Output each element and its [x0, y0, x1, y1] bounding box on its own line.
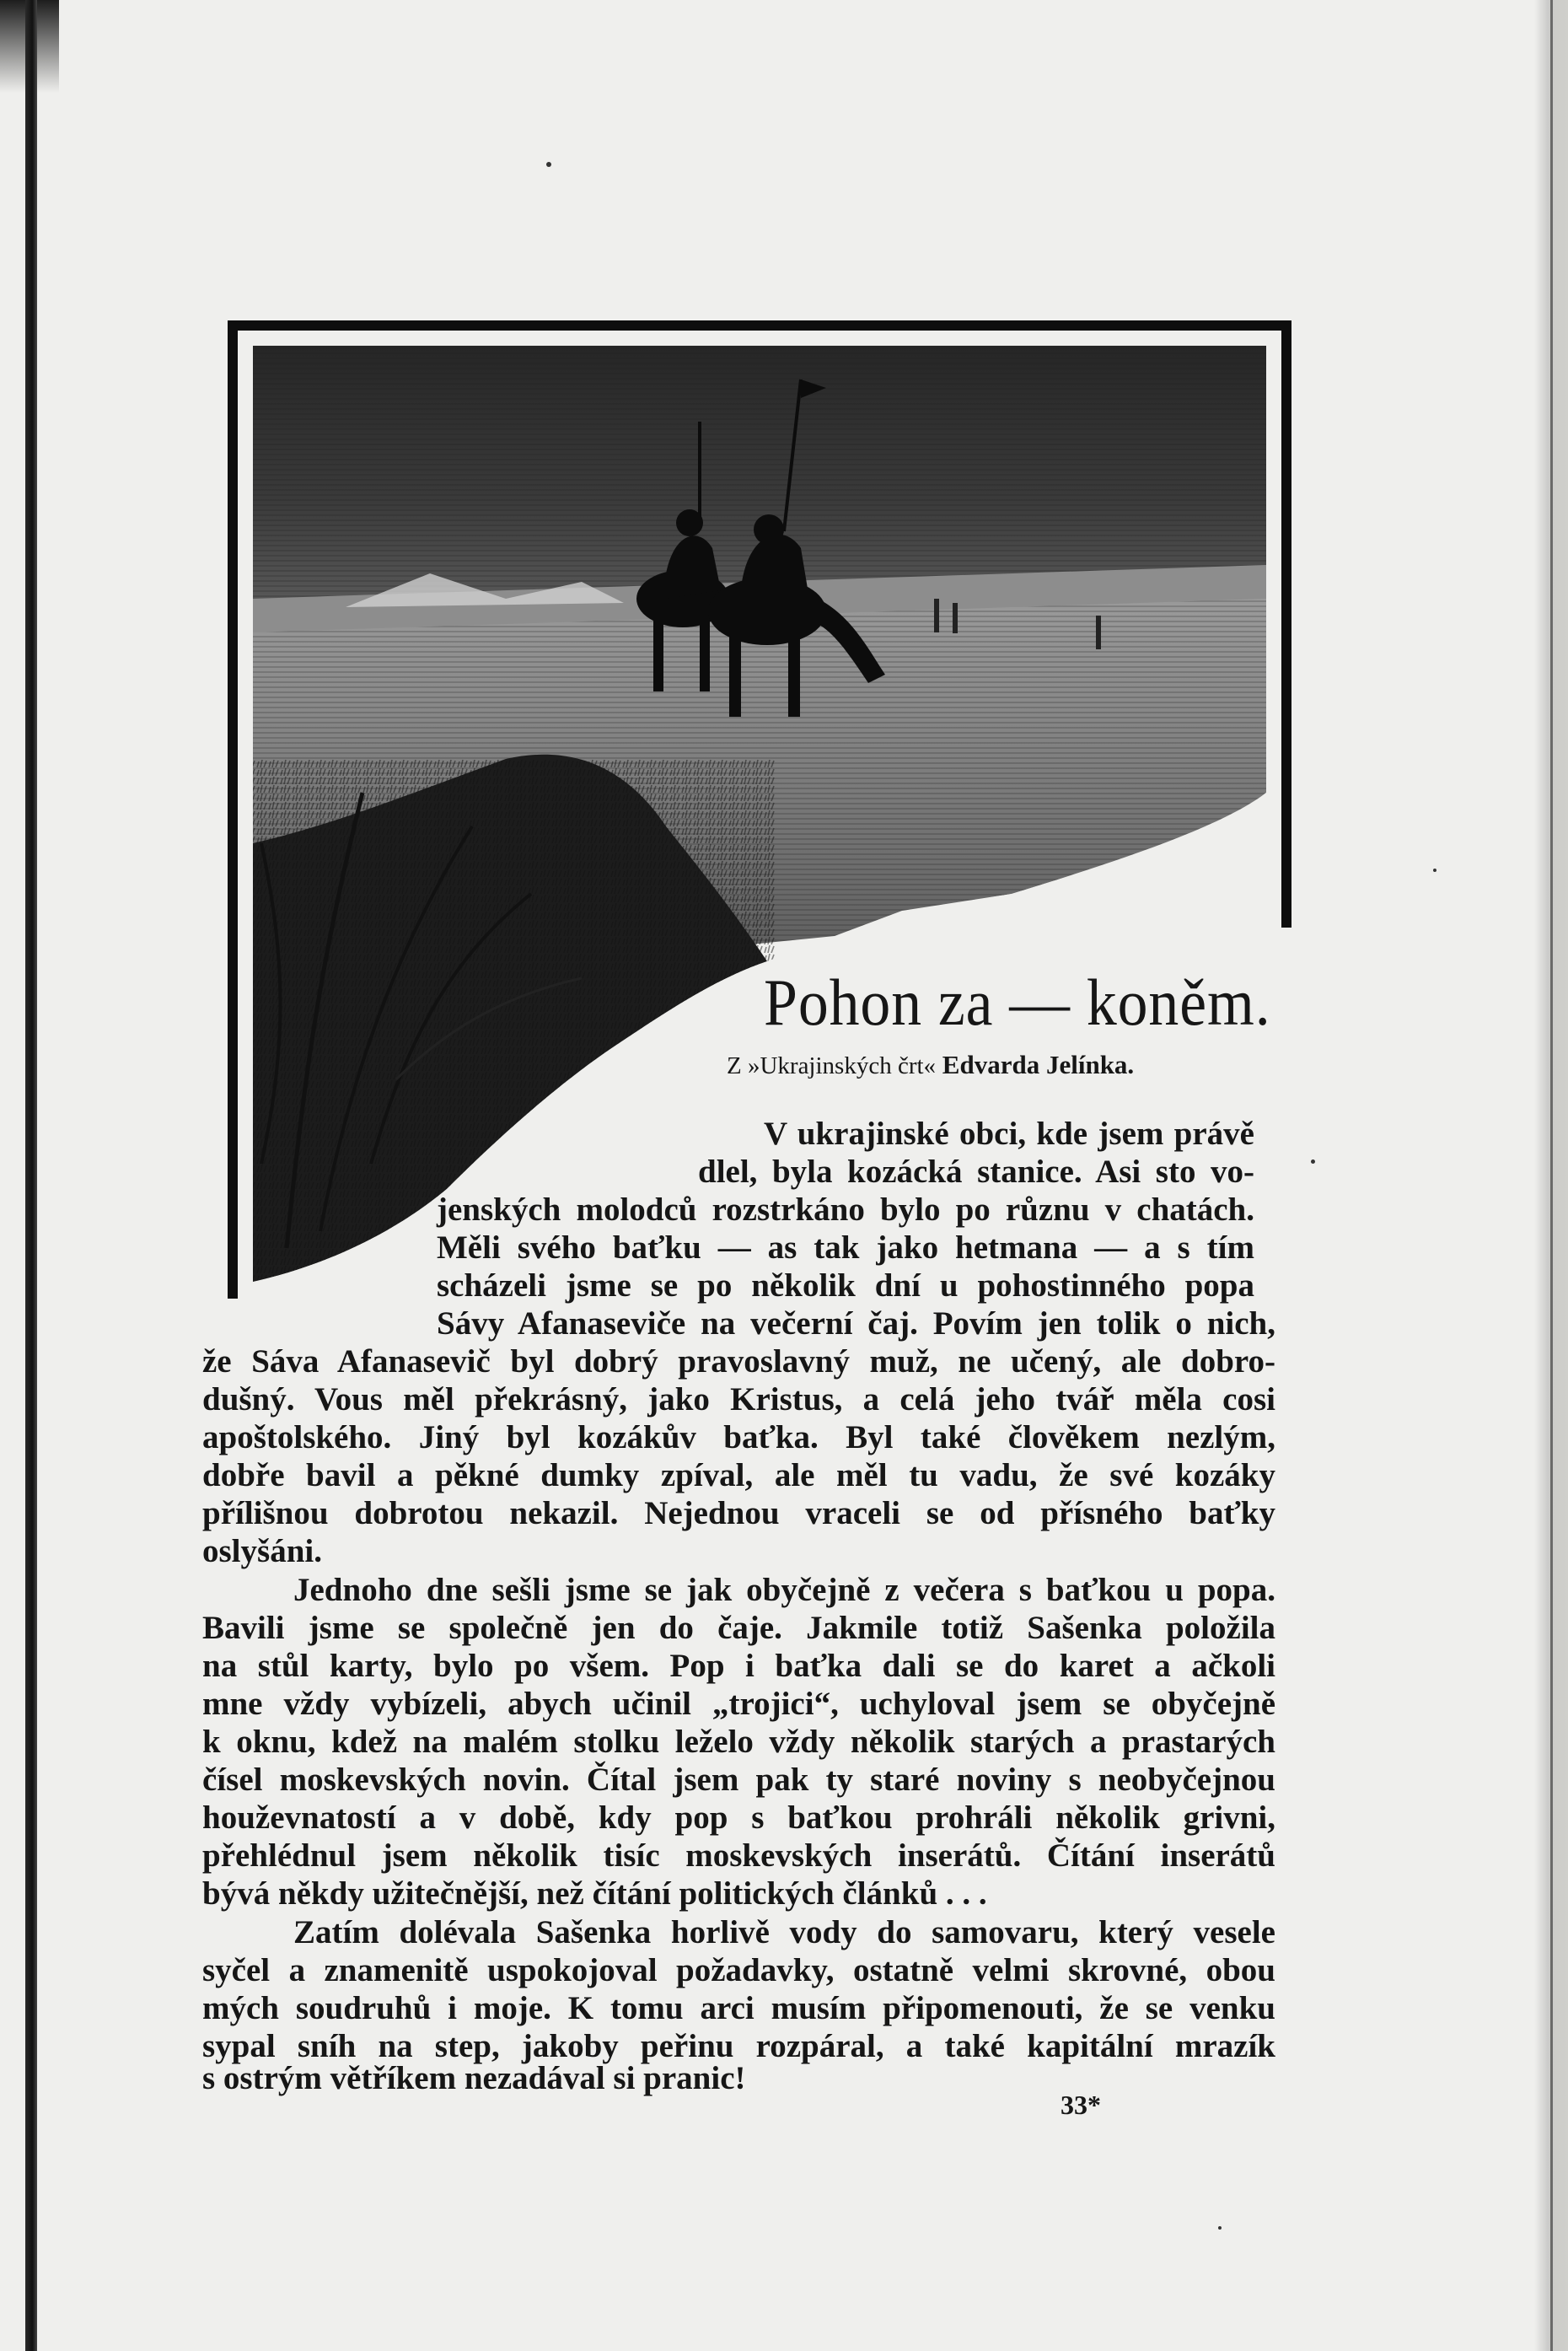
body-line: Měli svého baťku — as tak jako hetmana — a s tím — [437, 1229, 1254, 1266]
body-line: bývá někdy užitečnější, než čítání politických článků . . . — [202, 1875, 987, 1912]
paper-speck — [1311, 1159, 1315, 1164]
body-line: houževnatostí a v době, kdy pop s baťkou prohráli několik grivni, — [202, 1800, 1275, 1836]
body-line: mých soudruhů i moje. K tomu arci musím připomenouti, že se venku — [202, 1990, 1275, 2026]
engraving-illustration — [228, 320, 1291, 1299]
body-line: mne vždy vybízeli, abych učinil „trojici“, uchyloval jsem se obyčejně — [202, 1686, 1275, 1722]
body-line: čísel moskevských novin. Čítal jsem pak ty staré noviny s neobyčejnou — [202, 1762, 1275, 1798]
body-line: Sávy Afanaseviče na večerní čaj. Povím jen tolik o nich, — [437, 1305, 1275, 1342]
body-line: apoštolského. Jiný byl kozákův baťka. Byl také člověkem nezlým, — [202, 1419, 1275, 1455]
subtitle-source: Z »Ukrajinských črt« — [727, 1052, 937, 1079]
body-line: syčel a znamenitě uspokojoval požadavky, ostatně velmi skrovné, obou — [202, 1952, 1275, 1988]
paper-speck — [546, 162, 551, 167]
body-line: sypal sníh na step, jakoby peřinu rozpáral, a také kapitální mrazík — [202, 2028, 1275, 2064]
body-line: scházeli jsme se po několik dní u pohostinného popa — [437, 1267, 1254, 1304]
body-line: oslyšáni. — [202, 1533, 322, 1569]
cossack-riders-engraving — [228, 320, 1291, 1299]
body-line: přílišnou dobrotou nekazil. Nejednou vraceli se od přísného baťky — [202, 1495, 1275, 1531]
body-line: V ukrajinské obci, kde jsem právě — [764, 1116, 1254, 1152]
body-line: jenských molodců rozstrkáno bylo po různu v chatách. — [437, 1192, 1254, 1228]
body-line: dušný. Vous měl překrásný, jako Kristus, a celá jeho tvář měla cosi — [202, 1381, 1275, 1418]
paper-speck — [1218, 2226, 1222, 2230]
article-subtitle — [727, 1052, 1134, 1079]
body-line: s ostrým větříkem nezadával si pranic! — [202, 2060, 746, 2096]
body-line: Zatím dolévala Sašenka horlivě vody do samovaru, který vesele — [293, 1914, 1275, 1950]
body-line: na stůl karty, bylo po všem. Pop i baťka dali se do karet a ačkoli — [202, 1648, 1275, 1684]
body-line: přehlédnul jsem několik tisíc moskevských inserátů. Čítání inserátů — [202, 1837, 1275, 1874]
page-edge-line — [1550, 0, 1553, 2351]
body-line: dobře bavil a pěkné dumky zpíval, ale měl tu vadu, že své kozáky — [202, 1457, 1275, 1493]
article-title: Pohon za — koněm. — [764, 966, 1271, 1039]
paper-speck — [1433, 869, 1436, 872]
page-number: 33* — [1061, 2090, 1101, 2120]
body-line: dlel, byla kozácká stanice. Asi sto vo- — [698, 1154, 1254, 1190]
body-line: k oknu, kdež na malém stolku leželo vždy několik starých a prastarých — [202, 1724, 1275, 1760]
body-line: Jednoho dne sešli jsme se jak obyčejně z večera s baťkou u popa. — [293, 1572, 1275, 1608]
body-line: že Sáva Afanasevič byl dobrý pravoslavný muž, ne učený, ale dobro- — [202, 1343, 1275, 1380]
body-line: Bavili jsme se společně jen do čaje. Jakmile totiž Sašenka položila — [202, 1610, 1275, 1646]
binding-edge — [25, 0, 37, 2351]
subtitle-author: Edvarda Jelínka. — [942, 1050, 1135, 1079]
